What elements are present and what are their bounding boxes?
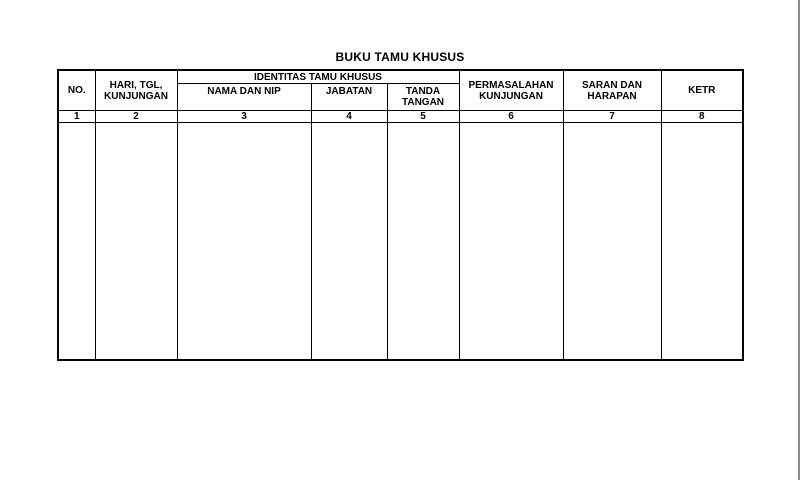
column-number: 2 <box>95 111 177 123</box>
entry-cell-hari-tgl <box>95 123 177 361</box>
entry-cell-saran <box>563 123 661 361</box>
entry-cell-no <box>58 123 95 361</box>
header-hari-tgl-kunjungan: HARI, TGL, KUNJUNGAN <box>95 70 177 111</box>
column-number: 6 <box>459 111 563 123</box>
entry-cell-jabatan <box>311 123 387 361</box>
entry-cell-permasalahan <box>459 123 563 361</box>
entry-cell-ketr <box>661 123 743 361</box>
column-number: 5 <box>387 111 459 123</box>
header-jabatan: JABATAN <box>311 84 387 111</box>
entry-cell-tanda-tangan <box>387 123 459 361</box>
document-title: BUKU TAMU KHUSUS <box>335 50 465 64</box>
column-number: 1 <box>58 111 95 123</box>
column-number: 4 <box>311 111 387 123</box>
guestbook-table <box>57 69 744 361</box>
column-number-row <box>58 111 743 123</box>
column-number: 7 <box>563 111 661 123</box>
header-saran-dan-harapan: SARAN DAN HARAPAN <box>563 70 661 111</box>
header-identitas-tamu-khusus: IDENTITAS TAMU KHUSUS <box>177 70 459 84</box>
header-row-top <box>58 70 743 84</box>
column-number: 3 <box>177 111 311 123</box>
header-permasalahan-kunjungan: PERMASALAHAN KUNJUNGAN <box>459 70 563 111</box>
entry-cell-nama-nip <box>177 123 311 361</box>
header-no: NO. <box>58 70 95 111</box>
column-number: 8 <box>661 111 743 123</box>
header-ketr: KETR <box>661 70 743 111</box>
header-tanda-tangan: TANDA TANGAN <box>387 84 459 111</box>
entry-area-row <box>58 123 743 361</box>
header-nama-dan-nip: NAMA DAN NIP <box>177 84 311 111</box>
